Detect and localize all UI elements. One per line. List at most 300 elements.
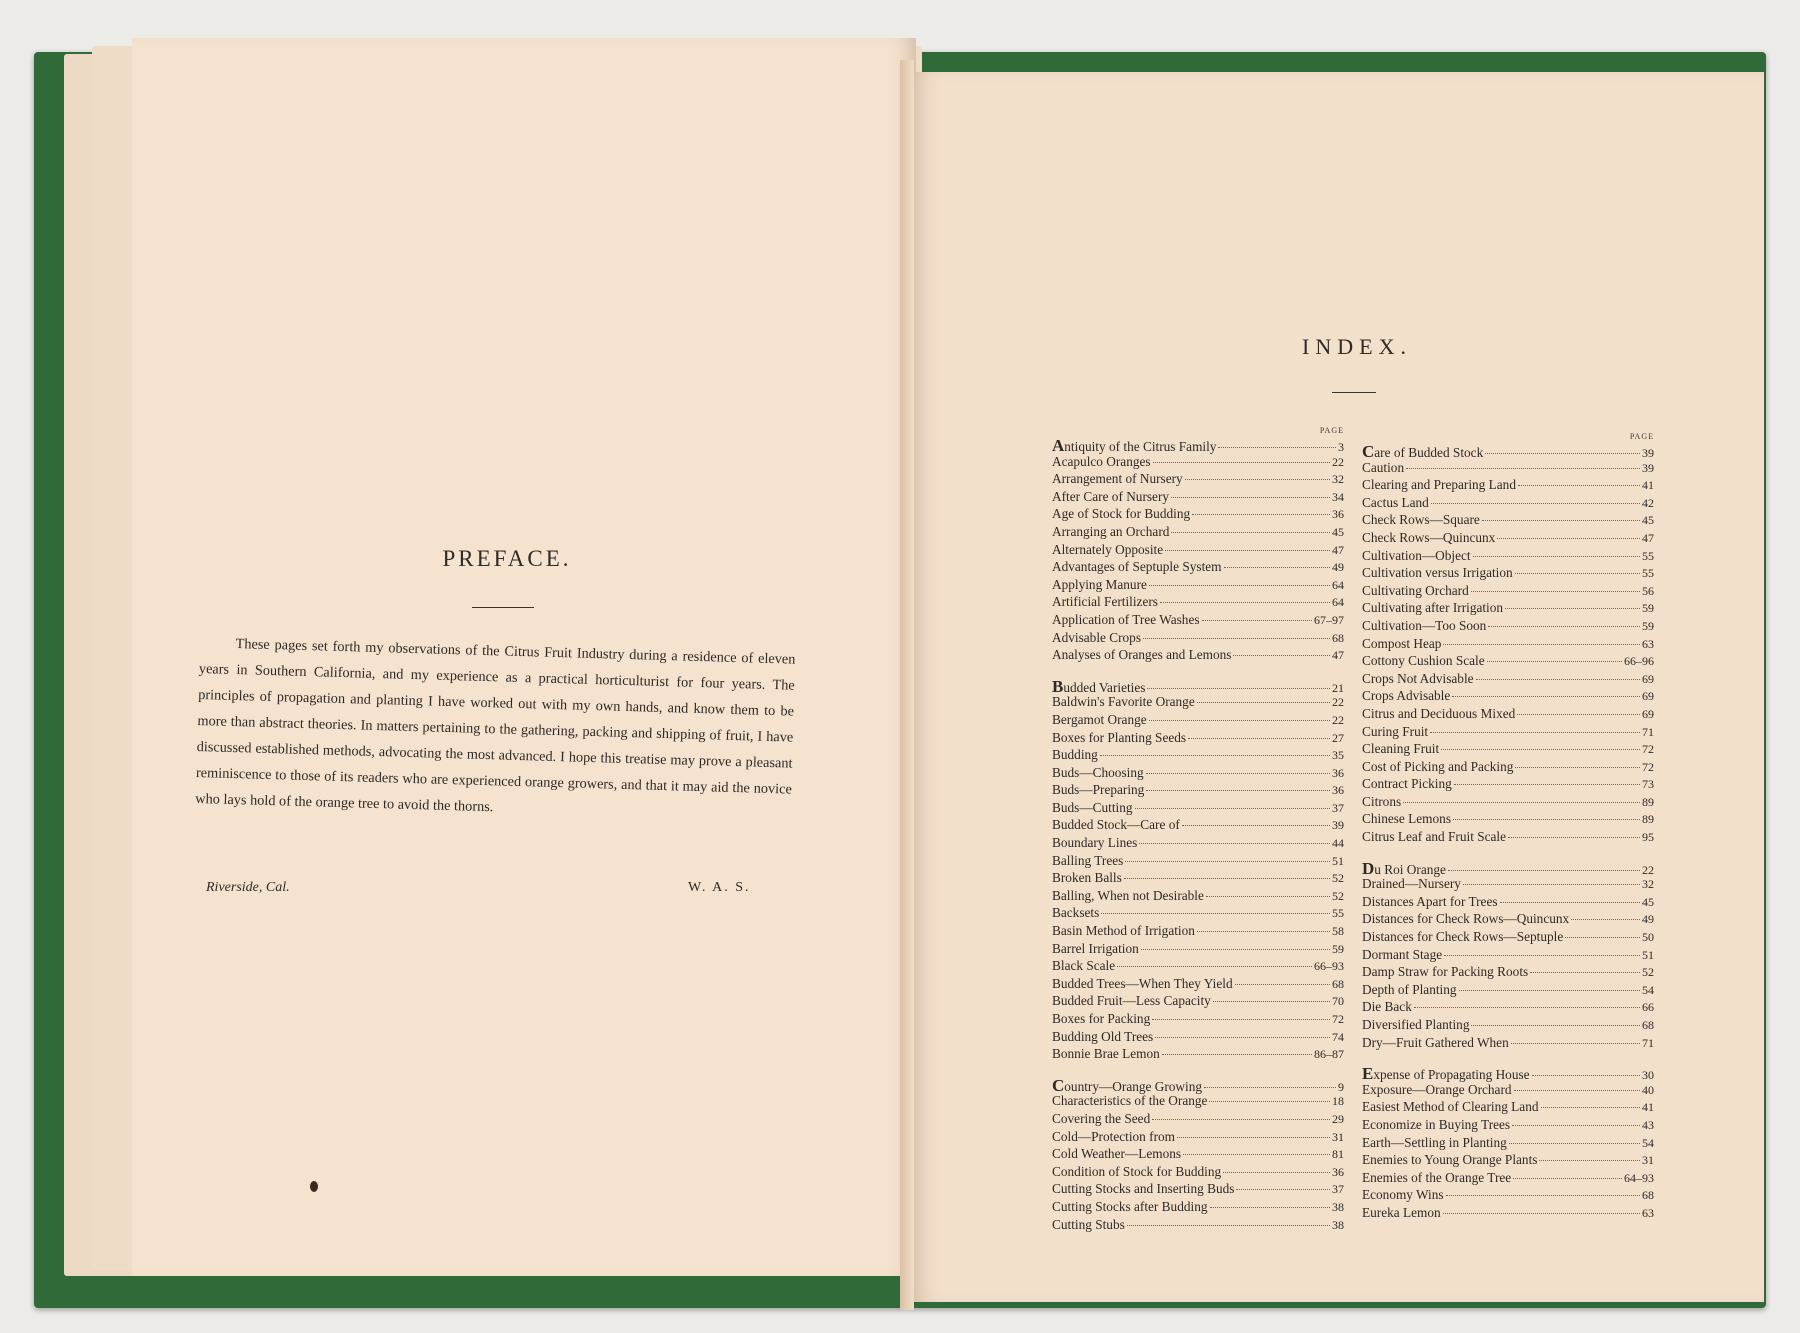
entry-title: Dry—Fruit Gathered When: [1362, 1034, 1509, 1050]
leader-dots: [1149, 720, 1330, 721]
leader-dots: [1512, 1125, 1640, 1126]
index-column-right: [1362, 432, 1654, 1223]
index-entry: [1362, 929, 1654, 947]
entry-title: Distances for Check Rows—Septuple: [1362, 929, 1564, 945]
entry-page-number: 39: [1642, 446, 1654, 460]
entry-title: Cost of Picking and Packing: [1362, 758, 1514, 774]
leader-dots: [1441, 749, 1640, 750]
leader-dots: [1197, 702, 1330, 703]
entry-page-number: 54: [1642, 1135, 1654, 1150]
entry-title: Bergamot Orange: [1052, 711, 1147, 727]
entry-page-number: 55: [1642, 548, 1654, 563]
group-gap: [1052, 1064, 1344, 1076]
leader-dots: [1152, 1019, 1330, 1020]
index-entry: [1362, 618, 1654, 636]
leader-dots: [1153, 462, 1330, 463]
entry-page-number: 55: [1332, 906, 1344, 921]
index-entry: [1362, 671, 1654, 689]
entry-page-number: 71: [1642, 724, 1654, 739]
entry-title: Citrons: [1362, 793, 1402, 809]
index-entry: [1052, 1199, 1344, 1217]
entry-page-number: 49: [1332, 560, 1344, 575]
leader-dots: [1152, 1119, 1330, 1120]
entry-page-number: 52: [1642, 965, 1654, 980]
entry-title: Alternately Opposite: [1052, 541, 1164, 557]
leader-dots: [1100, 755, 1330, 756]
entry-page-number: 55: [1642, 566, 1654, 581]
leader-dots: [1188, 738, 1330, 739]
leader-dots: [1505, 608, 1640, 609]
index-entry: [1052, 542, 1344, 560]
entry-title: Buds—Preparing: [1052, 782, 1145, 798]
leader-dots: [1518, 485, 1640, 486]
index-entry: [1362, 1099, 1654, 1117]
entry-page-number: 29: [1332, 1111, 1344, 1126]
index-entry: [1362, 477, 1654, 495]
leader-dots: [1406, 468, 1640, 469]
entry-page-number: 68: [1642, 1018, 1654, 1032]
entry-page-number: 59: [1332, 941, 1344, 956]
group-gap: [1362, 1052, 1654, 1064]
entry-title: Enemies of the Orange Tree: [1362, 1169, 1512, 1185]
leader-dots: [1141, 949, 1330, 950]
leader-dots: [1511, 1043, 1640, 1044]
leader-dots: [1182, 825, 1330, 826]
entry-title: Cleaning Fruit: [1362, 741, 1440, 757]
leader-dots: [1171, 532, 1330, 533]
leader-dots: [1476, 679, 1640, 680]
entry-title: After Care of Nursery: [1052, 488, 1170, 504]
entry-page-number: 47: [1642, 530, 1654, 545]
index-entry: [1052, 1111, 1344, 1129]
entry-title: Economy Wins: [1362, 1187, 1444, 1203]
index-entry: [1362, 859, 1654, 877]
entry-page-number: 69: [1642, 689, 1654, 704]
entry-title: Curing Fruit: [1362, 723, 1429, 739]
entry-title: Cultivation—Object: [1362, 547, 1471, 563]
entry-title: Dormant Stage: [1362, 946, 1443, 962]
index-entry: [1362, 688, 1654, 706]
leader-dots: [1185, 479, 1330, 480]
index-entry: [1052, 559, 1344, 577]
entry-title: Cutting Stocks after Budding: [1052, 1198, 1208, 1214]
leader-dots: [1125, 861, 1330, 862]
entry-title: Barrel Irrigation: [1052, 940, 1139, 956]
leader-dots: [1146, 773, 1330, 774]
index-entry: [1052, 506, 1344, 524]
entry-title: Exposure—Orange Orchard: [1362, 1081, 1512, 1097]
index-entry: [1362, 999, 1654, 1017]
entry-title: Baldwin's Favorite Orange: [1052, 694, 1195, 710]
leader-dots: [1197, 931, 1330, 932]
entry-page-number: 71: [1642, 1035, 1654, 1050]
entry-page-number: 72: [1642, 742, 1654, 757]
index-entry: [1052, 630, 1344, 648]
index-entry: [1052, 454, 1344, 472]
index-entry: [1362, 1170, 1654, 1188]
entry-title: Contract Picking: [1362, 776, 1452, 792]
index-entry: [1362, 1187, 1654, 1205]
index-entry: [1362, 1205, 1654, 1223]
index-entry: [1052, 800, 1344, 818]
entry-page-number: 63: [1642, 636, 1654, 651]
index-entry: [1362, 442, 1654, 460]
leader-dots: [1177, 1137, 1330, 1138]
entry-page-number: 69: [1642, 671, 1654, 686]
leader-dots: [1101, 913, 1330, 914]
index-entry: [1052, 712, 1344, 730]
entry-page-number: 70: [1332, 994, 1344, 1009]
entry-title: Boundary Lines: [1052, 835, 1138, 851]
entry-page-number: 72: [1642, 759, 1654, 774]
index-entry: [1362, 1082, 1654, 1100]
index-entry: [1052, 647, 1344, 665]
leader-dots: [1160, 602, 1330, 603]
leader-dots: [1236, 1189, 1330, 1190]
leader-dots: [1183, 1154, 1330, 1155]
entry-page-number: 68: [1332, 630, 1344, 645]
leader-dots: [1497, 538, 1640, 539]
entry-title: Citrus Leaf and Fruit Scale: [1362, 829, 1507, 845]
index-entry: [1362, 530, 1654, 548]
leader-dots: [1509, 1143, 1640, 1144]
leader-dots: [1403, 802, 1640, 803]
entry-page-number: 45: [1642, 894, 1654, 909]
entry-title: Chinese Lemons: [1362, 811, 1452, 827]
leader-dots: [1117, 966, 1312, 967]
entry-page-number: 21: [1332, 680, 1344, 695]
entry-title: Budded Stock—Care of: [1052, 817, 1180, 833]
entry-page-number: 51: [1642, 947, 1654, 962]
leader-dots: [1171, 497, 1330, 498]
entry-title: Arranging an Orchard: [1052, 523, 1170, 539]
index-entry: [1362, 583, 1654, 601]
leader-dots: [1471, 1025, 1640, 1026]
entry-page-number: 52: [1332, 888, 1344, 903]
entry-page-number: 52: [1332, 871, 1344, 886]
entry-title: Budding Old Trees: [1052, 1028, 1154, 1044]
index-entry: [1052, 976, 1344, 994]
entry-page-number: 31: [1642, 1153, 1654, 1168]
leader-dots: [1414, 1007, 1640, 1008]
entry-title: Compost Heap: [1362, 635, 1442, 651]
entry-title: Crops Advisable: [1362, 688, 1451, 704]
entry-title: Broken Balls: [1052, 870, 1122, 886]
entry-title: Cultivating after Irrigation: [1362, 600, 1504, 616]
entry-title: Bonnie Brae Lemon: [1052, 1046, 1160, 1062]
entry-page-number: 36: [1332, 765, 1344, 780]
entry-page-number: 68: [1332, 976, 1344, 991]
entry-title: Characteristics of the Orange: [1052, 1093, 1208, 1109]
index-entry: [1052, 694, 1344, 712]
entry-page-number: 30: [1642, 1068, 1654, 1083]
leader-dots: [1532, 1075, 1640, 1076]
entry-title: Boxes for Planting Seeds: [1052, 729, 1187, 745]
ink-spot: [310, 1181, 318, 1192]
leader-dots: [1165, 550, 1330, 551]
entry-page-number: 89: [1642, 812, 1654, 827]
entry-title: Easiest Method of Clearing Land: [1362, 1099, 1539, 1115]
entry-page-number: 56: [1642, 583, 1654, 598]
leader-dots: [1539, 1160, 1640, 1161]
leader-dots: [1571, 919, 1640, 920]
leader-dots: [1446, 1195, 1640, 1196]
entry-page-number: 31: [1332, 1129, 1344, 1144]
index-entry: [1362, 982, 1654, 1000]
index-entry: [1362, 706, 1654, 724]
index-entry: [1052, 1164, 1344, 1182]
entry-page-number: 44: [1332, 836, 1344, 851]
index-entry: [1052, 958, 1344, 976]
leader-dots: [1530, 972, 1640, 973]
index-entry: [1052, 489, 1344, 507]
leader-dots: [1508, 837, 1640, 838]
entry-title: Buds—Cutting: [1052, 799, 1133, 815]
leader-dots: [1127, 1225, 1330, 1226]
entry-page-number: 41: [1642, 478, 1654, 493]
page-header: PAGE: [1629, 432, 1654, 441]
entry-title: Distances for Check Rows—Quincunx: [1362, 911, 1570, 927]
entry-page-number: 66–96: [1624, 654, 1654, 669]
index-entry: [1362, 724, 1654, 742]
entry-page-number: 59: [1642, 601, 1654, 616]
entry-page-number: 22: [1642, 862, 1654, 877]
entry-page-number: 36: [1332, 1164, 1344, 1179]
leader-dots: [1430, 732, 1640, 733]
leader-dots: [1218, 447, 1336, 448]
leader-dots: [1209, 1101, 1330, 1102]
entry-title: Balling Trees: [1052, 852, 1124, 868]
entry-page-number: 64–93: [1624, 1170, 1654, 1185]
leader-dots: [1514, 1090, 1640, 1091]
index-entry: [1052, 594, 1344, 612]
entry-title: Depth of Planting: [1362, 981, 1457, 997]
entry-title: Die Back: [1362, 999, 1412, 1015]
book-gutter: [900, 60, 914, 1310]
index-entry: [1052, 1011, 1344, 1029]
index-entry: [1362, 1117, 1654, 1135]
entry-page-number: 41: [1642, 1100, 1654, 1115]
index-entry: [1362, 653, 1654, 671]
entry-title: Black Scale: [1052, 958, 1116, 974]
entry-title: Economize in Buying Trees: [1362, 1116, 1511, 1132]
entry-title: Budding: [1052, 747, 1098, 763]
index-entry: [1362, 894, 1654, 912]
entry-title: Covering the Seed: [1052, 1110, 1151, 1126]
entry-title: Country—Orange Growing: [1052, 1075, 1203, 1095]
entry-page-number: 69: [1642, 706, 1654, 721]
index-entry: [1052, 747, 1344, 765]
leader-dots: [1471, 591, 1640, 592]
entry-title: Boxes for Packing: [1052, 1011, 1151, 1026]
entry-page-number: 59: [1642, 618, 1654, 633]
entry-page-number: 95: [1642, 830, 1654, 845]
leader-dots: [1485, 453, 1640, 454]
index-entry: [1052, 436, 1344, 454]
entry-page-number: 36: [1332, 507, 1344, 522]
entry-title: Expense of Propagating House: [1362, 1064, 1530, 1084]
entry-title: Backsets: [1052, 905, 1100, 921]
index-entry: [1362, 1035, 1654, 1053]
index-entry: [1052, 905, 1344, 923]
index-column-left: [1052, 426, 1344, 1234]
entry-title: Cutting Stubs: [1052, 1216, 1125, 1232]
entry-title: Caution: [1362, 459, 1405, 475]
leader-dots: [1513, 1178, 1622, 1179]
leader-dots: [1454, 784, 1640, 785]
entry-page-number: 51: [1332, 853, 1344, 868]
index-entry: [1362, 964, 1654, 982]
index-entry: [1362, 1135, 1654, 1153]
leader-dots: [1443, 644, 1640, 645]
leader-dots: [1155, 1037, 1330, 1038]
title-rule: [1332, 392, 1376, 393]
entry-page-number: 64: [1332, 577, 1344, 592]
entry-title: Applying Manure: [1052, 576, 1147, 592]
leader-dots: [1541, 1107, 1640, 1108]
entry-page-number: 3: [1338, 440, 1344, 454]
index-entry: [1362, 600, 1654, 618]
index-title: INDEX.: [1302, 334, 1412, 359]
leader-dots: [1139, 843, 1330, 844]
leader-dots: [1473, 556, 1640, 557]
entry-page-number: 66: [1642, 1000, 1654, 1015]
index-entry: [1362, 759, 1654, 777]
preface-title: PREFACE.: [442, 546, 572, 571]
index-entry: [1052, 1029, 1344, 1047]
entry-title: Diversified Planting: [1362, 1017, 1470, 1032]
entry-page-number: 68: [1642, 1188, 1654, 1203]
entry-page-number: 34: [1332, 489, 1344, 504]
entry-title: Budded Fruit—Less Capacity: [1052, 993, 1211, 1009]
entry-page-number: 39: [1332, 818, 1344, 833]
entry-page-number: 63: [1642, 1205, 1654, 1220]
leader-dots: [1487, 661, 1622, 662]
leader-dots: [1204, 1087, 1336, 1088]
index-entry: [1362, 1064, 1654, 1082]
group-gap: [1362, 847, 1654, 859]
index-entry: [1052, 1076, 1344, 1094]
index-entry: [1362, 565, 1654, 583]
index-entry: [1052, 765, 1344, 783]
entry-title: Citrus and Deciduous Mixed: [1362, 705, 1516, 721]
leader-dots: [1488, 626, 1640, 627]
preface-text: These pages set forth my observations of the Citrus Fruit Industry during a residence of eleven years in Southern California, and my experience as a practical horticulturist for four years. The principles of propagation and planting I have worked out with my own hands, and know them to be more than abstract theories. In matters pertaining to the gathering, packing and shipping of fruit, I have discussed established methods, advocating the most advanced. I hope this treatise may prove a pleasant reminiscence to those of its readers who are experienced orange growers, and that it may aid the novice who lays hold of the orange tree to avoid the thorns.: [195, 636, 796, 816]
index-entry: [1052, 853, 1344, 871]
entry-page-number: 86–87: [1314, 1047, 1344, 1062]
entry-title: Budded Trees—When They Yield: [1052, 975, 1233, 991]
entry-page-number: 72: [1332, 1012, 1344, 1026]
entry-title: Advantages of Septuple System: [1052, 559, 1222, 575]
index-entry: [1362, 811, 1654, 829]
leader-dots: [1149, 585, 1330, 586]
leader-dots: [1192, 514, 1330, 515]
entry-title: Application of Tree Washes: [1052, 611, 1200, 627]
index-entry: [1052, 941, 1344, 959]
entry-title: Cutting Stocks and Inserting Buds: [1052, 1181, 1235, 1197]
index-entry: [1052, 1217, 1344, 1235]
group-gap: [1052, 665, 1344, 677]
entry-title: Du Roi Orange: [1362, 858, 1446, 878]
entry-page-number: 38: [1332, 1199, 1344, 1214]
entry-title: Eureka Lemon: [1362, 1204, 1441, 1220]
index-entry: [1362, 876, 1654, 894]
entry-page-number: 73: [1642, 777, 1654, 792]
entry-title: Earth—Settling in Planting: [1362, 1134, 1507, 1150]
entry-page-number: 45: [1642, 513, 1654, 528]
leader-dots: [1482, 520, 1640, 521]
entry-page-number: 37: [1332, 1182, 1344, 1197]
leader-dots: [1444, 955, 1640, 956]
title-rule: [472, 607, 534, 608]
index-entry: [1052, 1181, 1344, 1199]
entry-page-number: 22: [1332, 695, 1344, 710]
leader-dots: [1235, 984, 1330, 985]
entry-title: Cottony Cushion Scale: [1362, 653, 1485, 669]
index-entry: [1362, 636, 1654, 654]
preface-place: Riverside, Cal.: [206, 880, 290, 895]
entry-page-number: 66–93: [1314, 959, 1344, 974]
entry-title: Antiquity of the Citrus Family: [1052, 436, 1217, 455]
index-entry: [1052, 923, 1344, 941]
entry-page-number: 45: [1332, 524, 1344, 539]
entry-page-number: 64: [1332, 595, 1344, 610]
entry-title: Basin Method of Irrigation: [1052, 923, 1195, 939]
preface-initials: W. A. S.: [688, 880, 751, 895]
index-entry: [1052, 993, 1344, 1011]
entry-page-number: 32: [1332, 472, 1344, 487]
index-entry: [1052, 471, 1344, 489]
leader-dots: [1459, 990, 1640, 991]
entry-page-number: 47: [1332, 648, 1344, 663]
entry-title: Cultivating Orchard: [1362, 582, 1469, 598]
index-entry: [1052, 817, 1344, 835]
leader-dots: [1206, 896, 1330, 897]
entry-page-number: 58: [1332, 924, 1344, 939]
leader-dots: [1135, 808, 1330, 809]
entry-title: Budded Varieties: [1052, 676, 1146, 696]
entry-page-number: 42: [1642, 495, 1654, 510]
entry-title: Drained—Nursery: [1362, 876, 1461, 892]
index-entry: [1052, 1129, 1344, 1147]
entry-page-number: 22: [1332, 712, 1344, 727]
entry-title: Acapulco Oranges: [1052, 453, 1151, 469]
index-entry: [1052, 577, 1344, 595]
entry-title: Age of Stock for Budding: [1052, 506, 1191, 522]
entry-title: Cultivation versus Irrigation: [1362, 565, 1513, 581]
index-entry: [1052, 1146, 1344, 1164]
entry-page-number: 37: [1332, 800, 1344, 815]
entry-page-number: 54: [1642, 982, 1654, 997]
leader-dots: [1431, 503, 1640, 504]
leader-dots: [1233, 655, 1330, 656]
entry-page-number: 47: [1332, 542, 1344, 557]
leader-dots: [1452, 696, 1640, 697]
leader-dots: [1124, 878, 1330, 879]
index-entry: [1052, 888, 1344, 906]
entry-page-number: 50: [1642, 930, 1654, 945]
entry-page-number: 74: [1332, 1029, 1344, 1044]
index-entry: [1362, 512, 1654, 530]
entry-title: Cold Weather—Lemons: [1052, 1146, 1182, 1162]
index-entry: [1362, 741, 1654, 759]
index-entry: [1052, 1046, 1344, 1064]
entry-page-number: 9: [1338, 1079, 1344, 1094]
entry-title: Cold—Protection from: [1052, 1128, 1175, 1144]
entry-page-number: 38: [1332, 1217, 1344, 1232]
entry-page-number: 43: [1642, 1117, 1654, 1132]
index-entry: [1052, 835, 1344, 853]
